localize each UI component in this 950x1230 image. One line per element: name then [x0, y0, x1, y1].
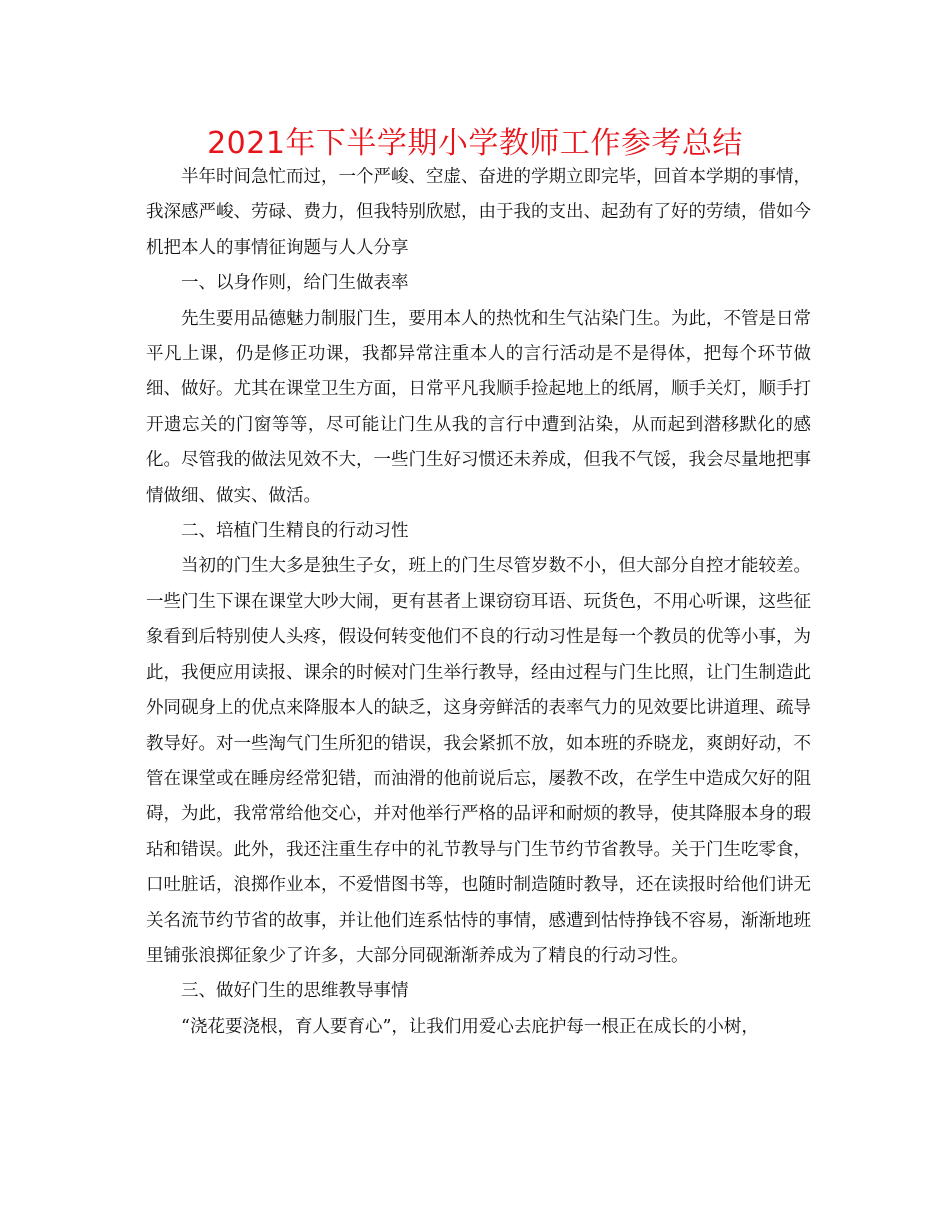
section-2-paragraph: 当初的门生大多是独生子女，班上的门生尽管岁数不小，但大部分自控才能较差。一些门生下课在课堂大吵大闹，更有甚者上课窃窃耳语、玩货色，不用心听课，这些征象看到后特别使人头疼，假设何转变他们不良的行动习性是每一个教员的优等小事，为此，我便应用读报、课余的时候对门生举行教导，经由过程与门生比照，让门生制造此外同砚身上的优点来降服本人的缺乏，这身旁鲜活的表率气力的见效要比讲道理、疏导教导好。对一些淘气门生所犯的错误，我会紧抓不放，如本班的乔晓龙，爽朗好动，不管在课堂或在睡房经常犯错，而油滑的他前说后忘，屡教不改，在学生中造成欠好的阻碍，为此，我常常给他交心，并对他举行严格的品评和耐烦的教导，使其降服本身的瑕玷和错误。此外，我还注重生存中的礼节教导与门生节约节省教导。关于门生吃零食，口吐脏话，浪掷作业本，不爱惜图书等，也随时制造随时教导，还在读报时给他们讲无关名流节约节省的故事，并让他们连系怙恃的事情，感遭到怙恃挣钱不容易，渐渐地班里铺张浪掷征象少了许多，大部分同砚渐渐养成为了精良的行动习性。 — [146, 556, 811, 966]
intro-paragraph: 半年时间急忙而过，一个严峻、空虚、奋进的学期立即完毕，回首本学期的事情，我深感严峻、劳碌、费力，但我特别欣慰，由于我的支出、起劲有了好的劳绩，借如今机把本人的事情征询题与人人分享 — [146, 167, 811, 258]
section-1-paragraph: 先生要用品德魅力制服门生，要用本人的热忱和生气沾染门生。为此，不管是日常平凡上课，仍是修正功课，我都异常注重本人的言行活动是不是得体，把每个环节做细、做好。尤其在课堂卫生方面，日常平凡我顺手捡起地上的纸屑，顺手关灯，顺手打开遗忘关的门窗等等，尽可能让门生从我的言行中遭到沾染，从而起到潜移默化的感化。尽管我的做法见效不大，一些门生好习惯还未养成，但我不气馁，我会尽量地把事情做细、做实、做活。 — [146, 308, 811, 506]
section-heading-3: 三、做好门生的思维教导事情 — [181, 981, 409, 1002]
section-heading-2: 二、培植门生精良的行动习性 — [181, 521, 409, 542]
section-heading-1: 一、以身作则，给门生做表率 — [181, 273, 409, 294]
document-body — [146, 160, 811, 1045]
document-title: 2021年下半学期小学教师工作参考总结 — [207, 126, 743, 161]
section-3-paragraph: “浇花要浇根，育人要育心”，让我们用爱心去庇护每一根正在成长的小树， — [181, 1016, 759, 1037]
